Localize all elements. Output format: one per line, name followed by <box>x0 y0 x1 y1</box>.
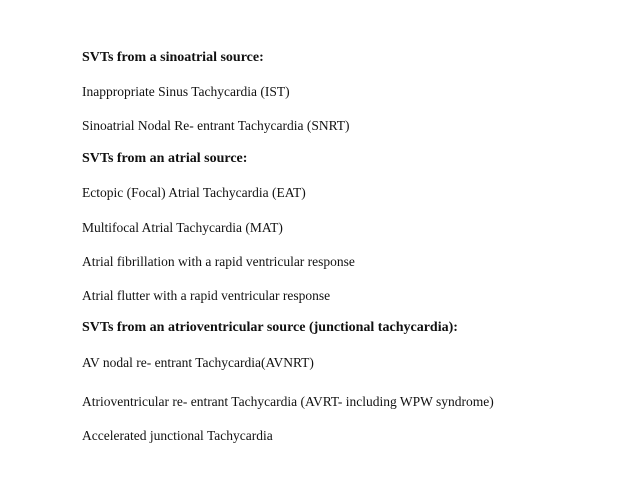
list-item-mat: Multifocal Atrial Tachycardia (MAT) <box>82 220 283 235</box>
section-heading-atrioventricular: SVTs from an atrioventricular source (junctional tachycardia): <box>82 320 458 335</box>
list-item-ist: Inappropriate Sinus Tachycardia (IST) <box>82 84 290 99</box>
list-item-avrt: Atrioventricular re- entrant Tachycardia (AVRT- including WPW syndrome) <box>82 394 494 409</box>
list-item-avnrt: AV nodal re- entrant Tachycardia(AVNRT) <box>82 355 314 370</box>
list-item-atrial-fibrillation: Atrial fibrillation with a rapid ventricular response <box>82 254 355 269</box>
section-heading-atrial: SVTs from an atrial source: <box>82 151 248 166</box>
list-item-eat: Ectopic (Focal) Atrial Tachycardia (EAT) <box>82 185 306 200</box>
list-item-accelerated-junctional: Accelerated junctional Tachycardia <box>82 428 273 443</box>
section-heading-sinoatrial: SVTs from a sinoatrial source: <box>82 50 264 65</box>
list-item-atrial-flutter: Atrial flutter with a rapid ventricular response <box>82 288 331 303</box>
list-item-snrt: Sinoatrial Nodal Re- entrant Tachycardia (SNRT) <box>82 118 350 133</box>
